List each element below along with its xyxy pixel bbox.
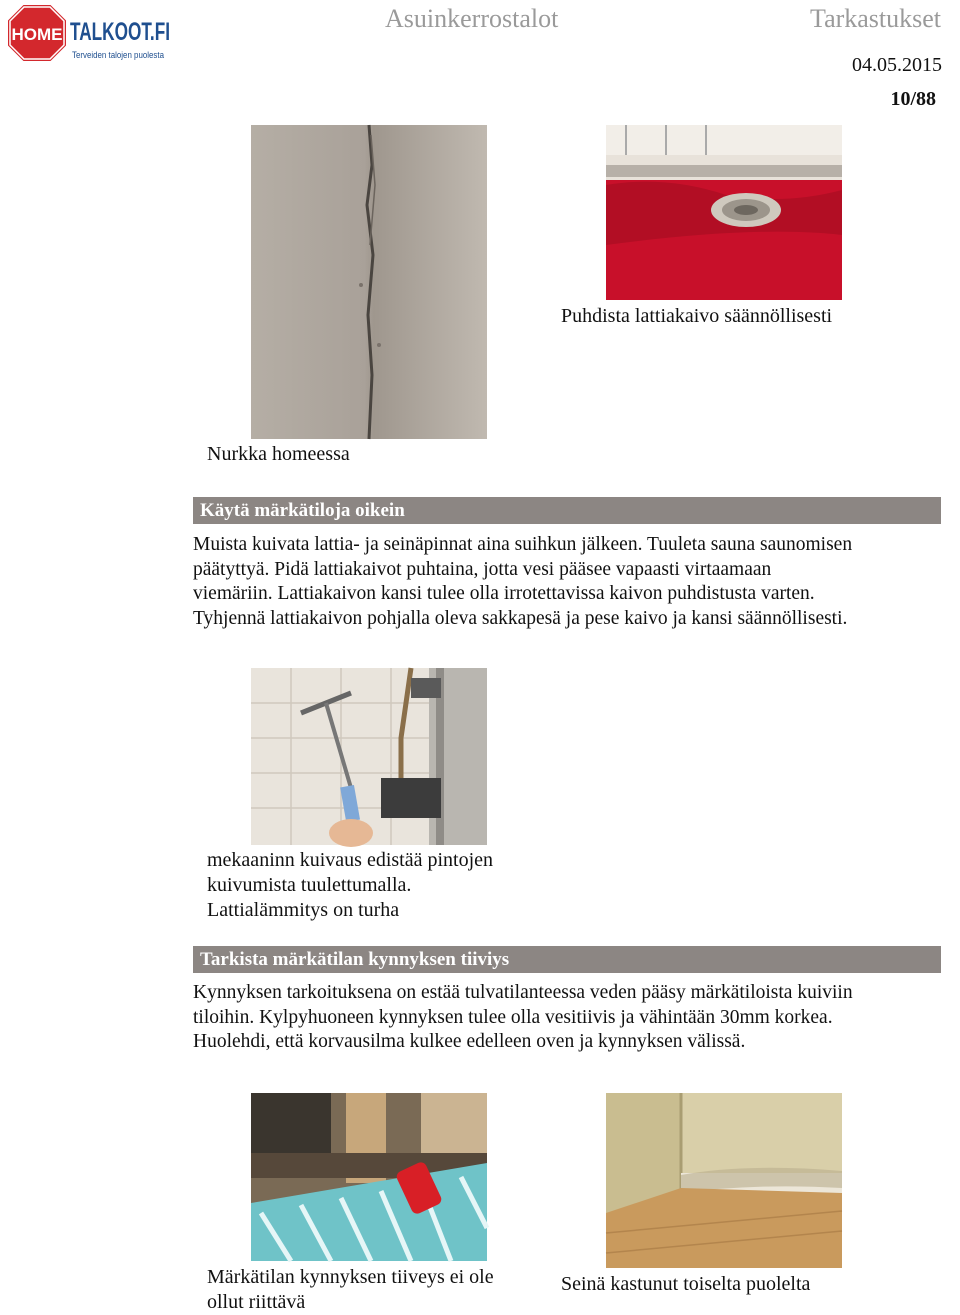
header-category: Asuinkerrostalot <box>385 4 559 33</box>
page-number: 10/88 <box>890 88 936 110</box>
section-text-threshold <box>193 981 945 1055</box>
mechanical-drying-caption: mekaaninn kuivaus edistää pintojen kuivumista tuulettumalla. Lattialämmitys on turha <box>207 849 494 921</box>
section2-line: Huolehdi, että korvausilma kulkee edelleen oven ja kynnyksen välissä. <box>193 1031 746 1052</box>
wet-wall-photo <box>606 1093 842 1268</box>
hometalkoot-logo <box>6 2 176 64</box>
section-heading-wet-rooms: Käytä märkätiloja oikein <box>193 497 941 524</box>
threshold-photo <box>251 1093 487 1261</box>
section-heading-threshold: Tarkista märkätilan kynnyksen tiiviys <box>193 946 941 973</box>
section1-line: Muista kuivata lattia- ja seinäpinnat aina suihkun jälkeen. Tuuleta sauna saunomisen <box>193 534 853 555</box>
section2-line: tiloihin. Kylpyhuoneen kynnyksen tulee olla vesitiivis ja vähintään 30mm korkea. <box>193 1006 833 1028</box>
section2-line: Kynnyksen tarkoituksena on estää tulvatilanteessa veden pääsy märkätiloista kuiviin <box>193 982 853 1003</box>
corner-mold-caption: Nurkka homeessa <box>207 443 350 465</box>
wet-wall-caption: Seinä kastunut toiselta puolelta <box>561 1273 811 1295</box>
logo-tagline-text: Terveiden talojen puolesta <box>72 50 164 60</box>
logo-brand-text: TALKOOT.FI <box>70 18 170 46</box>
header-section: Tarkastukset <box>810 4 942 33</box>
header-date: 04.05.2015 <box>852 54 942 76</box>
section1-line: Tyhjennä lattiakaivon pohjalla oleva sakkapesä ja pese kaivo ja kansi säännöllisesti. <box>193 607 848 629</box>
corner-mold-photo <box>251 125 487 439</box>
logo-home-text: HOME <box>11 25 63 44</box>
mechanical-drying-photo <box>251 668 487 845</box>
section1-line: viemäriin. Lattiakaivon kansi tulee olla irrotettavissa kaivon puhdistusta varten. <box>193 583 815 604</box>
section1-line: päätyttyä. Pidä lattiakaivot puhtaina, jotta vesi pääsee vapaasti virtaamaan <box>193 558 772 580</box>
threshold-caption: Märkätilan kynnyksen tiiveys ei ole ollut riittävä <box>207 1266 494 1313</box>
floor-drain-caption: Puhdista lattiakaivo säännöllisesti <box>561 305 833 327</box>
section-text-wet-rooms <box>193 533 945 631</box>
floor-drain-photo <box>606 125 842 300</box>
